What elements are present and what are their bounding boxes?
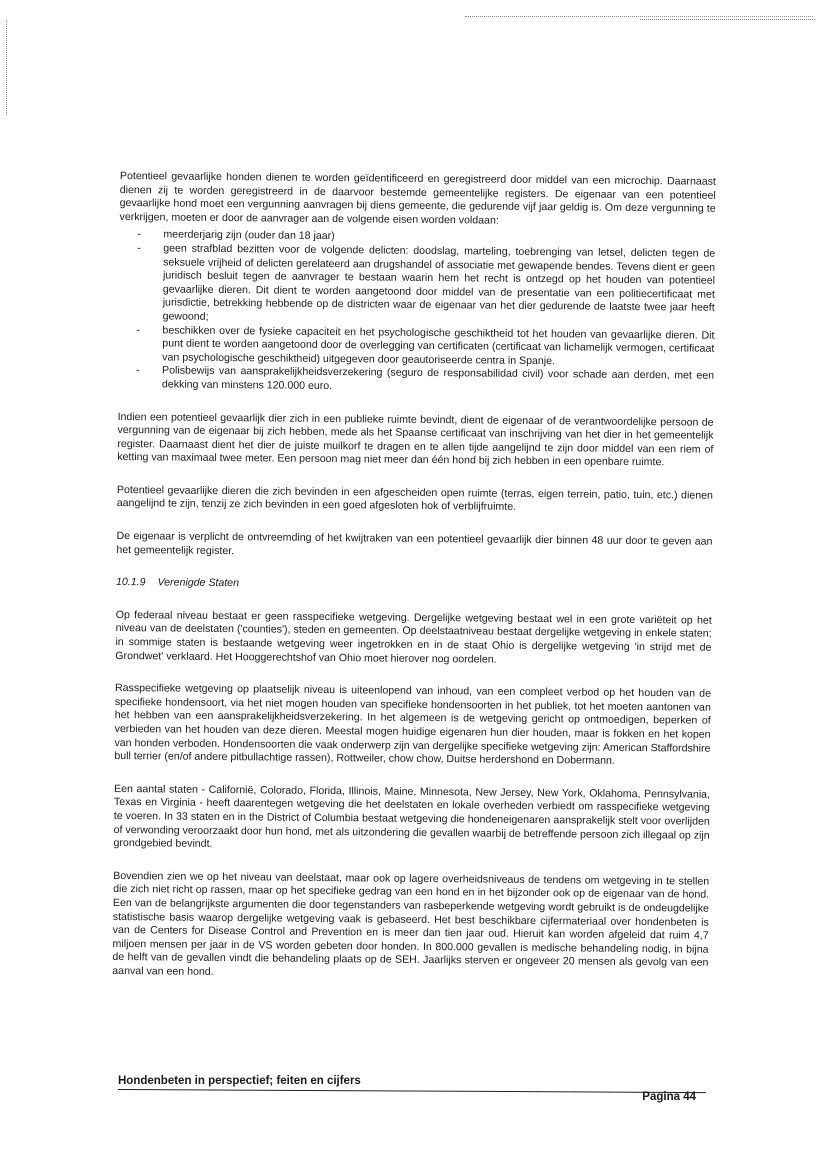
paragraph-local-legislation: Rasspecifieke wetgeving op plaatselijk niveau is uiteenlopend van inhoud, van een compleet verbod op het houden van de specifieke hondensoort, via het niet mogen houden van specifieke hondensoorten in het publiek, tot het moeten aantonen van het hebben van een aansprakelijkheidsverzekering. In het algemeen is de wetgeving gericht op ontmoedigen, beperken of verbieden van het houden van deze dieren. Meestal mogen huidige eigenaren hun dier houden, maar is fokken en het kopen van honden verboden. Hondensoorten die vaak onderwerp zijn van dergelijke specifieke wetgeving zijn: American Staffordshire bull terrier (en/of andere pitbullachtige rassen), Rottweiler, chow chow, Duitse herdershond en Dobermann. <box>114 682 712 767</box>
scan-edge-mark <box>465 16 813 17</box>
paragraph-behavior-legislation: Bovendien zien we op het niveau van deelstaat, maar ook op lagere overheidsniveaus de tendens om wetgeving in te stellen die zich niet richt op rassen, maar op het specifieke gedrag van een hond en in het bijzonder ook op de eigenaar van de hond. Een van de belangrijkste argumenten die door tegenstanders van rasbeperkende wetgeving wordt gebruikt is de ondeugdelijke statistische basis waarop dergelijke wetgeving vaak is gebaseerd. Het best beschikbare cijfermateriaal over hondenbeten is van de Centers for Disease Control and Prevention en is meer dan tien jaar oud. Hieruit kan worden afgeleid dat ruim 4,7 miljoen mensen per jaar in de VS worden gebeten door honden. In 800.000 gevallen is medische behandeling nodig, in bijna de helft van de gevallen vindt die behandeling plaats op de SEH. Jaarlijks sterven er ongeveer 20 mensen als gevolg van een aanval van een hond. <box>112 869 710 978</box>
section-number: 10.1.9 <box>115 576 146 589</box>
list-item <box>136 323 715 370</box>
list-item-text: meerderjarig zijn (ouder dan 18 jaar) <box>163 228 335 243</box>
paragraph-states-list: Een aantal staten - Californië, Colorado, Florida, Illinois, Maine, Minnesota, New Jersey, New York, Oklahoma, Pennsylvania, Texas en Virginia - heeft daarentegen wetgeving die het deelstaten en lokale overheden verbiedt om rasspecifieke wetgeving te voeren. In 33 staten en in the District of Columbia bestaat wetgeving die hondeneigenaren aansprakelijk stelt voor overlijden of verwonding veroorzaakt door hun hond, met als uitzondering die gevallen waarbij de betreffende persoon zich illegaal op zijn grondgebied bevindt. <box>113 782 711 851</box>
list-item <box>137 242 716 329</box>
paragraph-federal-level: Op federaal niveau bestaat er geen rasspecifieke wetgeving. Dergelijke wetgeving bestaat wel in een grote variëteit op het niveau van de deelstaten ('counties'), steden en gemeenten. Op deelstaatniveau bestaat dergelijke wetgeving in enkele staten; in sommige staten is bestaande wetgeving weer ingetrokken en in de staat Ohio is dergelijke wetgeving 'in strijd met de Grondwet' verklaard. Het Hooggerechtshof van Ohio moet hierover nog oordelen. <box>115 608 712 666</box>
section-heading <box>116 576 712 595</box>
bullet-marker: - <box>136 323 141 336</box>
paragraph-public-space: Indien een potentieel gevaarlijk dier zich in een publieke ruimte bevindt, dient de eigenaar of de verantwoordelijke persoon de vergunning van de eigenaar bij zich hebben, mede als het Spaanse certificaat van inschrijving van het dier in het gemeentelijk register. Daarnaast dient het dier de juiste muilkorf te dragen en te allen tijde aangelijnd te zijn door middel van een riem of ketting van maximaal twee meter. Een persoon mag niet meer dan één hond bij zich hebben in een openbare ruimte. <box>117 410 714 469</box>
paragraph-enclosed-space: Potentieel gevaarlijke dieren die zich bevinden in een afgescheiden open ruimte (terras, eigen terrein, patio, tuin, etc.) dienen aangelijnd te zijn, tenzij ze zich bevinden in een goed afgesloten hok of verblijfruimte. <box>116 483 713 514</box>
paragraph-loss-reporting: De eigenaar is verplicht de ontvreemding of het kwijtraken van een potentieel gevaarlijk dier binnen 48 uur door te geven aan het gemeentelijk register. <box>116 530 713 557</box>
paragraph-license-requirements: Potentieel gevaarlijke honden dienen te worden geïdentificeerd en geregistreerd door middel van een microchip. Daarnaast dienen zij te worden geregistreerd in de daarvoor bestemde gemeentelijke registers. De eigenaar van een potentieel gevaarlijke hond moet een vergunning aanvragen bij diens gemeente, die gedurende vijf jaar geldig is. Om deze vergunning te verkrijgen, moeten er door de aanvrager aan de volgende eisen worden voldaan: <box>119 170 716 227</box>
requirements-list <box>118 228 716 397</box>
list-item <box>136 364 715 397</box>
section-title: Verenigde Staten <box>157 576 240 590</box>
page-footer <box>118 1075 706 1105</box>
document-body <box>112 170 716 1003</box>
footer-title: Hondenbeten in perspectief; feiten en cijfers <box>118 1075 361 1087</box>
list-item-text: Polisbewijs van aansprakelijkheidsverzekering (seguro de responsabilidad civil) voor schade aan derden, met een dekking van minstens 120.000 euro. <box>161 364 715 392</box>
footer-rule <box>118 1089 706 1093</box>
bullet-marker: - <box>136 364 140 377</box>
bullet-marker: - <box>137 228 141 241</box>
bullet-marker: - <box>137 242 141 255</box>
list-item-text: geen strafblad bezitten voor de volgende delicten: doodslag, marteling, toebrenging van letsel, delicten tegen de seksuele vrijheid of delicten gerelateerd aan drugshandel of associatie met gewapende bendes. Tevens dient er geen juridisch besluit tegen de aanvrager te bestaan waarin hem het recht is ontzegd op het houden van potentieel gevaarlijke dieren. Dit dient te worden aangetoond door middel van de presentatie van een politiecertificaat met jurisdictie, betrekking hebbende op de districten waar de eigenaar van het dier gedurende de laatste twee jaar heeft gewoond; <box>162 242 716 323</box>
page-number: Pagina 44 <box>642 1091 696 1103</box>
list-item-text: beschikken over de fysieke capaciteit en het psychologische geschiktheid tot het houden van gevaarlijke dieren. Dit punt dient te worden aangetoond door de overlegging van certificaten (certificaat van lichamelijk vermogen, certificaat van psychologische geschiktheid) uitgegeven door geautoriseerde centra in Spanje. <box>162 323 715 367</box>
scan-edge-mark <box>640 19 815 20</box>
scan-edge-mark <box>6 20 7 115</box>
